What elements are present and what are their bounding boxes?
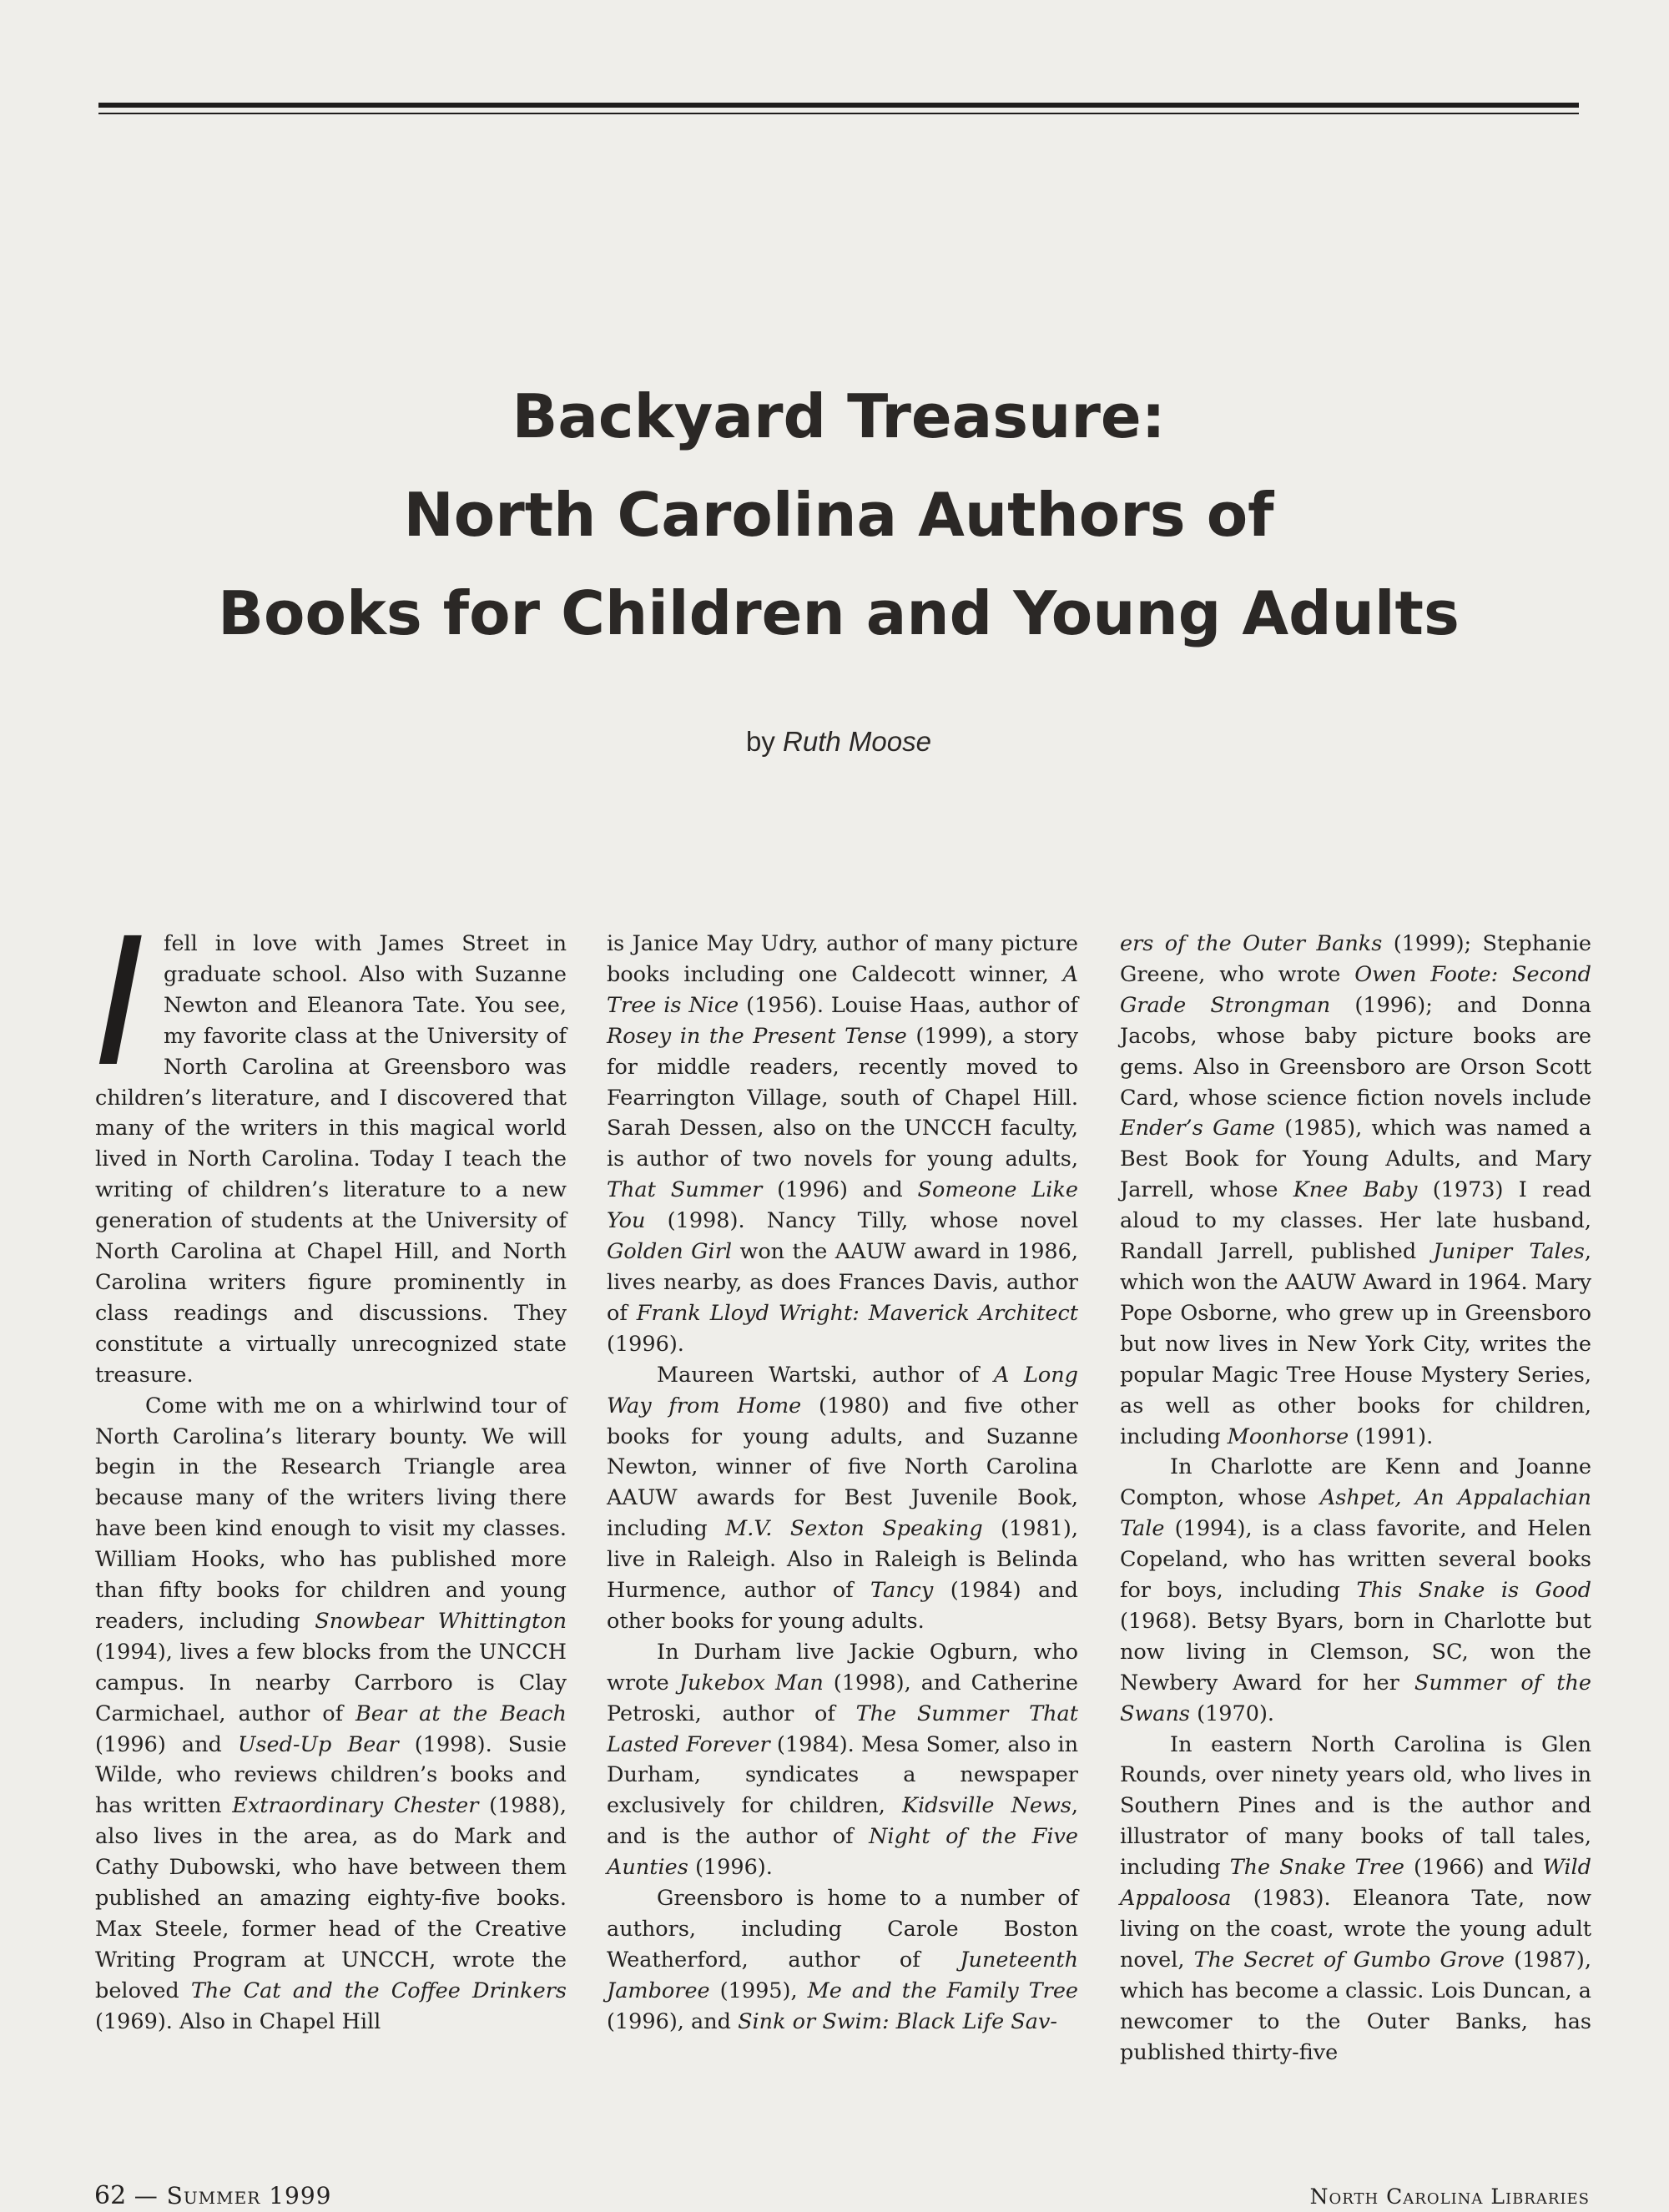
- article-title: [98, 367, 1579, 663]
- title-line-1: Backyard Treasure:: [512, 381, 1166, 451]
- top-rule-thick: [98, 103, 1579, 108]
- byline-author: Ruth Moose: [783, 726, 931, 757]
- text-column-3: [1120, 929, 1591, 2068]
- paragraph: In eastern North Carolina is Glen Rounds, over ninety years old, who lives in Southern Pines and is the author and illustrator of many books of tall tales, including The Snake Tree (1966) and Wild Appaloosa (1983). Eleanora Tate, now living on the coast, wrote the young adult novel, The Secret of Gumbo Grove (1987), which has become a classic. Lois Duncan, a newcomer to the Outer Banks, has published thirty-five: [1120, 1731, 1591, 2065]
- text-column-2: [607, 929, 1078, 2038]
- footer-page-info: [94, 2181, 331, 2210]
- paragraph: is Janice May Udry, author of many picture books including one Caldecott winner, A Tree is Nice (1956). Louise Haas, author of Rosey in the Present Tense (1999), a story for middle readers, recently moved to Fearrington Village, south of Chapel Hill. Sarah Dessen, also on the UNCCH faculty, is author of two novels for young adults, That Summer (1996) and Someone Like You (1998). Nancy Tilly, whose novel Golden Girl won the AAUW award in 1986, lives nearby, as does Frances Davis, author of Frank Lloyd Wright: Maverick Architect (1996).: [607, 931, 1078, 1357]
- text-column-1: [92, 895, 567, 2038]
- paragraph: In Durham live Jackie Ogburn, who wrote Jukebox Man (1998), and Catherine Petroski, author of The Summer That Lasted Forever (1984). Mesa Somer, also in Durham, syndicates a newspaper exclusively for children, Kidsville News, and is the author of Night of the Five Aunties (1996).: [607, 1639, 1078, 1881]
- paragraph: Maureen Wartski, author of A Long Way from Home (1980) and five other books for young adults, and Suzanne Newton, winner of five North Carolina AAUW awards for Best Juvenile Book, including M.V. Sexton Speaking (1981), live in Raleigh. Also in Raleigh is Belinda Hurmence, author of Tancy (1984) and other books for young adults.: [607, 1362, 1078, 1634]
- footer-publication: North Carolina Libraries: [1309, 2184, 1590, 2209]
- paragraph: In Charlotte are Kenn and Joanne Compton, whose Ashpet, An Appalachian Tale (1994), is a class favorite, and Helen Copeland, who has written several books for boys, including This Snake is Good (1968). Betsy Byars, born in Charlotte but now living in Clemson, SC, won the Newbery Award for her Summer of the Swans (1970).: [1120, 1454, 1591, 1726]
- byline: [98, 726, 1579, 758]
- issue-date: — Summer 1999: [134, 2182, 332, 2209]
- title-line-3: Books for Children and Young Adults: [218, 578, 1460, 648]
- page-number: 62: [94, 2181, 127, 2210]
- paragraph: [92, 895, 567, 1391]
- title-line-2: North Carolina Authors of: [403, 480, 1274, 550]
- drop-cap: I: [92, 895, 144, 1104]
- paragraph: ers of the Outer Banks (1999); Stephanie Greene, who wrote Owen Foote: Second Grade Strongman (1996); and Donna Jacobs, whose baby picture books are gems. Also in Greensboro are Orson Scott Card, whose science fiction novels include Ender’s Game (1985), which was named a Best Book for Young Adults, and Mary Jarrell, whose Knee Baby (1973) I read aloud to my classes. Her late husband, Randall Jarrell, published Juniper Tales, which won the AAUW Award in 1964. Mary Pope Osborne, who grew up in Greensboro but now lives in New York City, writes the popular Magic Tree House Mystery Series, as well as other books for children, including Moonhorse (1991).: [1120, 931, 1592, 1449]
- byline-prefix: by: [746, 726, 775, 757]
- paragraph: Greensboro is home to a number of authors, including Carole Boston Weatherford, author of Juneteenth Jamboree (1995), Me and the Family Tree (1996), and Sink or Swim: Black Life Sav-: [607, 1886, 1078, 2034]
- top-rule-thin: [98, 113, 1579, 114]
- paragraph: Come with me on a whirlwind tour of North Carolina’s literary bounty. We will begin in the Research Triangle area because many of the writers living there have been kind enough to visit my classes. William Hooks, who has published more than fifty books for children and young readers, including Snowbear Whittington (1994), lives a few blocks from the UNCCH campus. In nearby Carrboro is Clay Carmichael, author of Bear at the Beach (1996) and Used-Up Bear (1998). Susie Wilde, who reviews children’s books and has written Extraordinary Chester (1988), also lives in the area, as do Mark and Cathy Dubowski, who have between them published an amazing eighty-five books. Max Steele, former head of the Creative Writing Program at UNCCH, wrote the beloved The Cat and the Coffee Drinkers (1969). Also in Chapel Hill: [95, 1393, 567, 2034]
- paragraph-text: fell in love with James Street in graduate school. Also with Suzanne Newton and Eleanora Tate. You see, my favorite class at the University of North Carolina at Greensboro was children’s literature, and I discovered that many of the writers in this magical world lived in North Carolina. Today I teach the writing of children’s literature to a new generation of students at the University of North Carolina at Chapel Hill, and North Carolina writers figure prominently in class readings and discussions. They constitute a virtually unrecognized state treasure.: [95, 931, 567, 1388]
